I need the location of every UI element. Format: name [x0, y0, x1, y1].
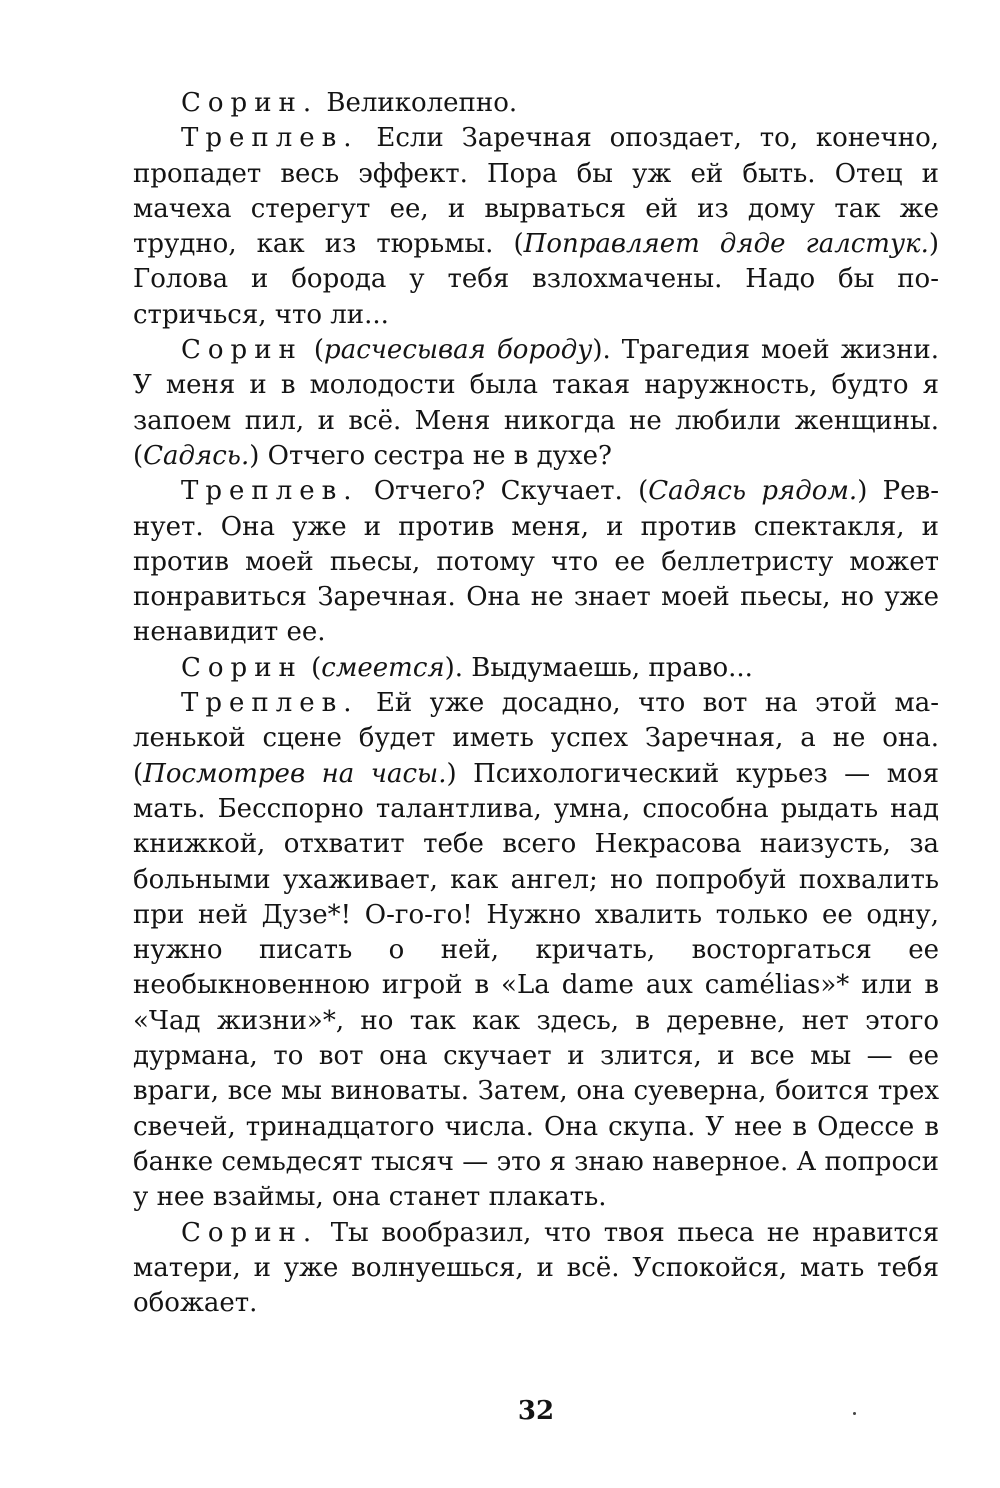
speaker-name: Сорин.: [181, 88, 319, 118]
speaker-name: Треплев.: [181, 476, 359, 507]
dialogue-text: Ты вообразил, что твоя пьеса не нравится матери, и уже волнуешься, и всё. Успокойся, мать тебя обожает.: [133, 1217, 939, 1319]
dialogue-text: ) Голова и борода у тебя взлохмачены. Надо бы постричься, что ли...: [133, 229, 939, 330]
paragraph: [133, 686, 939, 1215]
stage-direction: Поправляет дяде галстук.: [523, 229, 929, 260]
page-number: 32: [517, 1396, 555, 1426]
dialogue-text: ). Трагедия моей жизни. У меня и в молодости была такая наружность, будто я запоем пил, и всё. Меня никогда не любили женщины. (: [133, 335, 939, 471]
scan-dot: [853, 1412, 856, 1415]
stage-direction: смеется: [321, 652, 445, 683]
dialogue-text: Отчего? Скучает. (: [358, 476, 649, 507]
dialogue-text: Если Заречная опоздает, то, конечно, пропадет весь эффект. Пора бы уж ей быть. Отец и мачеха стерегут ее, и вырваться ей из дому так же трудно, как из тюрьмы. (: [133, 123, 939, 260]
speaker-name: Сорин: [181, 652, 303, 683]
dialogue-text: ) Отчего сестра не в духе?: [249, 440, 612, 471]
speaker-name: Треплев.: [181, 688, 359, 719]
stage-direction: Посмотрев на часы.: [143, 758, 447, 789]
speaker-name: Сорин.: [181, 1217, 319, 1248]
speaker-name: Треплев.: [181, 123, 359, 154]
page-text: [133, 86, 939, 1321]
paragraph: [133, 651, 939, 686]
paragraph: [133, 1216, 939, 1322]
stage-direction: Садясь.: [143, 440, 250, 471]
dialogue-text: ) Ревнует. Она уже и против меня, и против спектакля, и против моей пьесы, потому что ее беллетристу может понравиться Заречная. Она не знает моей пьесы, но уже ненавидит ее.: [133, 476, 939, 648]
dialogue-text: (: [302, 335, 325, 366]
speaker-name: Сорин: [181, 335, 303, 366]
dialogue-text: ). Выдумаешь, право...: [444, 652, 753, 683]
dialogue-text: (: [302, 652, 322, 683]
stage-direction: расчесывая бороду: [324, 335, 593, 366]
paragraph: [133, 86, 939, 121]
dialogue-text: Ей уже досадно, что вот на этой маленькой сцене будет иметь успех Заречная, а не она. (: [133, 688, 939, 789]
dialogue-text: ) Психологический курьез — моя мать. Бесспорно талантлива, умна, способна рыдать над книжкой, отхватит тебе всего Некрасова наизусть, за больными ухаживает, как ангел; но попробуй похвалить при ней Дузе*! О-го-го! Нужно хвалить только ее одну, нужно писать о ней, кричать, восторгаться ее необыкновенною игрой в «La dame aux camélias»* или в «Чад жизни»*, но так как здесь, в деревне, нет этого дурмана, то вот она скучает и злится, и все мы — ее враги, все мы виноваты. Затем, она суеверна, боится трех свечей, тринадцатого числа. Она скупа. У нее в Одессе в банке семьдесят тысяч — это я знаю наверное. А попроси у нее взаймы, она станет плакать.: [133, 758, 939, 1213]
paragraph: [133, 474, 939, 650]
paragraph: [133, 121, 939, 333]
paragraph: [133, 333, 939, 474]
stage-direction: Садясь рядом.: [648, 476, 858, 507]
dialogue-text: Великолепно.: [318, 88, 518, 118]
